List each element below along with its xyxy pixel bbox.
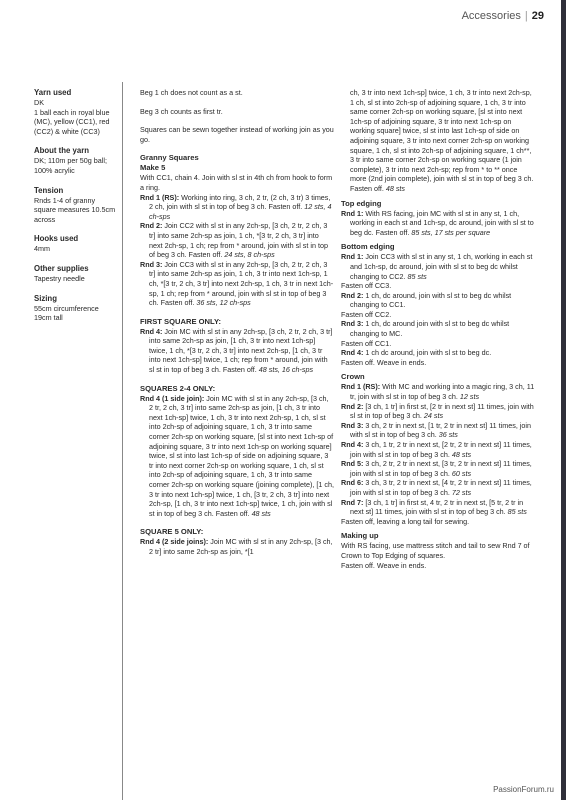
round-instruction <box>140 260 334 308</box>
round-text: 1 ch dc around, join with sl st to beg dc. <box>363 348 492 358</box>
section-text: 19cm tall <box>34 313 63 323</box>
stitch-count: 48 sts, 16 ch-sps <box>258 365 314 375</box>
round-text: [3 ch, 1 tr] in first st, [2 tr in next st] 11 times, join with sl st in top of beg 3 ch. <box>350 401 534 421</box>
stitch-count: 48 sts <box>251 508 271 518</box>
square-5-heading: SQUARE 5 ONLY: <box>140 527 204 537</box>
stitch-count: 36 sts, 12 ch-sps <box>196 298 251 308</box>
round-label: Rnd 1 (RS): <box>140 192 180 202</box>
round-label: Rnd 4 (2 side joins): <box>140 537 209 547</box>
round-text: Working into ring, 3 ch, 2 tr, (2 ch, 3 tr) 3 times, 2 ch, join with sl st in top of beg 3 ch. Fasten off. <box>149 192 331 212</box>
about-yarn-section <box>34 146 116 175</box>
instruction: With CC1, chain 4. Join with sl st in 4th ch from hook to form a ring. <box>140 173 333 192</box>
yarn-used-section <box>34 88 116 136</box>
tension-section <box>34 186 116 225</box>
round-text: 3 ch, 3 tr, 2 tr in next st, [4 tr, 2 tr in next st] 11 times, join with sl st in top of beg 3 ch. <box>350 478 532 497</box>
crown-heading: Crown <box>341 372 365 382</box>
round-instruction <box>341 382 535 401</box>
round-label: Rnd 5: <box>341 459 364 469</box>
round-text: 3 ch, 2 tr, 2 tr in next st, [3 tr, 2 tr in next st] 11 times, join with sl st in top of beg 3 ch. <box>350 459 532 478</box>
stitch-count: 85 sts <box>407 271 427 281</box>
column-divider <box>122 82 123 800</box>
round-text: With MC and working into a magic ring, 3 ch, 11 tr, join with sl st in top of beg 3 ch. <box>350 382 535 402</box>
round-text: Join CC3 with sl st in any 2ch-sp, [3 ch, 2 tr, 2 ch, 3 tr] into same 2ch-sp as join, 1 ch, 3 tr into next 1ch-sp, 1 ch, *[3 tr, 2 ch, 3 tr] into next 2ch-sp, 1 ch, 3 tr in next 1ch-sp, 1 ch; rep from * around, join with sl st in top of beg 3 ch. Fasten off. <box>149 259 334 308</box>
round-label: Rnd 1: <box>341 252 364 262</box>
round-label: Rnd 1 (RS): <box>341 382 381 392</box>
stitch-count: 36 sts <box>438 430 458 440</box>
section-heading: Yarn used <box>34 88 72 97</box>
round-continuation <box>341 88 535 194</box>
stitch-count: 60 sts <box>451 468 472 478</box>
stitch-count: 48 sts <box>451 449 472 459</box>
section-heading: Tension <box>34 185 64 195</box>
round-text: 1 ch, dc around join with sl st to beg dc whilst changing to MC. <box>350 319 510 339</box>
round-label: Rnd 2: <box>341 401 364 411</box>
page-edge-bar <box>561 0 566 800</box>
section-text: 55cm circumference <box>34 303 99 313</box>
bottom-edging-heading: Bottom edging <box>341 242 395 252</box>
round-text: 3 ch, 2 tr in next st, [1 tr, 2 tr in next st] 11 times, join with sl st in top of beg 3 ch. <box>350 420 532 440</box>
note: Beg 3 ch counts as first tr. <box>140 106 223 116</box>
round-label: Rnd 3: <box>140 259 163 269</box>
stitch-count: 85 sts <box>507 507 527 517</box>
round-instruction <box>341 478 535 497</box>
section-title: Accessories <box>461 10 521 22</box>
round-instruction <box>341 319 535 338</box>
instruction: Fasten off. Weave in ends. <box>341 357 427 367</box>
section-text: Rnds 1-4 of granny square measures 10.5cm across <box>34 195 116 224</box>
round-label: Rnd 4: <box>341 348 364 358</box>
watermark-text: PassionForum.ru <box>493 785 554 794</box>
round-label: Rnd 3: <box>341 319 364 329</box>
round-instruction <box>140 221 334 259</box>
round-text: Join CC2 with sl st in any 2ch-sp, [3 ch, 2 tr, 2 ch, 3 tr] into same 2ch-sp as join, 1 ch, *[3 tr, 2 ch, 3 tr] into next 2ch-sp, 1 ch; rep from * around, join with sl st in top of beg 3 ch. Fasten off. <box>149 221 328 260</box>
section-text: DK <box>34 98 44 107</box>
first-square-heading: FIRST SQUARE ONLY: <box>140 316 222 326</box>
stitch-count: 24 sts, 8 ch-sps <box>224 250 275 260</box>
round-instruction <box>341 291 535 310</box>
hooks-section <box>34 234 116 254</box>
instruction: Fasten off. Weave in ends. <box>341 560 427 570</box>
round-text: With RS facing, join MC with sl st in any st, 1 ch, working in each st and 1ch-sp, dc around, join with sl st to beg dc. Fasten off. <box>350 208 534 237</box>
round-label: Rnd 3: <box>341 420 364 430</box>
stitch-count: 85 sts, 17 sts per square <box>411 227 491 237</box>
section-heading: Sizing <box>34 293 57 303</box>
stitch-count: 48 sts <box>385 183 406 193</box>
pattern-column-1 <box>140 88 334 557</box>
section-heading: About the yarn <box>34 146 90 156</box>
round-label: Rnd 2: <box>341 290 364 300</box>
round-instruction <box>341 209 535 238</box>
header-separator: | <box>524 10 528 22</box>
round-text: Join MC with sl st in any 2ch-sp, [3 ch, 2 tr] into same 2ch-sp as join, *[1 <box>149 537 333 556</box>
stitch-count: 12 sts <box>459 392 480 402</box>
make-heading: Make 5 <box>140 163 166 173</box>
round-instruction <box>341 459 535 478</box>
round-label: Rnd 4: <box>140 326 163 336</box>
instruction: Fasten off CC3. <box>341 281 392 291</box>
section-heading: Hooks used <box>34 234 79 244</box>
round-label: Rnd 4 (1 side join): <box>140 393 205 403</box>
squares-2-4-heading: SQUARES 2-4 ONLY: <box>140 383 216 393</box>
section-heading: Other supplies <box>34 263 89 273</box>
round-text: Join MC with sl st in any 2ch-sp, [3 ch, 2 tr, 2 ch, 3 tr] into same 2ch-sp as join, [1 ch, 3 tr into next 1ch-sp] twice, 1 ch, 3 tr into next 2ch-sp, 1 ch, sl st into 2ch-sp of adjoining square, 1 ch, 3 tr into same corner 2ch-sp on working square, [sl st into next 1ch-sp of adjoining square, 3 tr into next 1ch-sp on working square] twice, sl st into last 1ch-sp of side on adjoining square, 3 tr into next corner 2ch-sp on working square, 1 ch, sl st into 2ch-sp of adjoining square, 1 ch, 3 tr into same corner 2ch-sp on working square (joining complete), [1 ch, 3 tr into next 1ch-sp] twice, 1 ch, [3 tr, 2 ch, 3 tr] into next 2ch-sp, [1 ch, 3 tr into next 1ch-sp] twice, 1 ch, join with sl st in top of beg 3 ch. Fasten off. <box>149 393 334 518</box>
round-text: 1 ch, dc around, join with sl st to beg dc whilst changing to CC1. <box>350 290 512 310</box>
round-label: Rnd 2: <box>140 221 163 231</box>
round-instruction <box>140 394 334 519</box>
round-instruction <box>341 440 535 459</box>
section-text: 4mm <box>34 244 50 254</box>
round-instruction <box>341 348 535 358</box>
round-text: Join CC3 with sl st in any st, 1 ch, working in each st and 1ch-sp, dc around, join with sl st to beg dc whilst changing to CC2. <box>350 252 533 281</box>
round-text: 3 ch, 1 tr, 2 tr in next st, [2 tr, 2 tr in next st] 11 times, join with sl st in top of beg 3 ch. <box>350 440 532 459</box>
round-instruction <box>341 252 535 281</box>
round-instruction <box>341 498 535 517</box>
round-instruction <box>341 421 535 440</box>
stitch-count: 72 sts <box>451 487 472 497</box>
instruction: Fasten off, leaving a long tail for sewing. <box>341 516 470 526</box>
note: Squares can be sewn together instead of working join as you go. <box>140 125 334 144</box>
note: Beg 1 ch does not count as a st. <box>140 88 243 97</box>
round-instruction <box>140 537 334 556</box>
round-label: Rnd 4: <box>341 440 364 449</box>
stitch-count: 12 sts, 4 ch-sps <box>149 202 332 221</box>
sizing-section <box>34 294 116 323</box>
making-up-heading: Making up <box>341 531 379 541</box>
section-text: DK; 110m per 50g ball; 100% acrylic <box>34 156 107 175</box>
instruction: Fasten off CC2. <box>341 309 392 319</box>
round-label: Rnd 6: <box>341 478 364 488</box>
page-number: 29 <box>531 10 544 22</box>
section-text: 1 ball each in royal blue (MC), yellow (CC1), red (CC2) & white (CC3) <box>34 107 110 136</box>
round-instruction <box>140 327 334 375</box>
supplies-section <box>34 264 116 284</box>
materials-sidebar <box>34 88 116 333</box>
stitch-count: 24 sts <box>423 411 444 421</box>
page-header <box>462 10 544 22</box>
instruction: Fasten off CC1. <box>341 338 392 348</box>
granny-squares-heading: Granny Squares <box>140 153 199 163</box>
round-instruction <box>341 402 535 421</box>
section-text: Tapestry needle <box>34 273 85 283</box>
round-text: [3 ch, 1 tr] in first st, 4 tr, 2 tr in next st, [5 tr, 2 tr in next st] 11 times, join with sl st in top of beg 3 ch. <box>350 497 524 517</box>
top-edging-heading: Top edging <box>341 198 382 208</box>
round-instruction <box>140 193 334 222</box>
pattern-column-2 <box>341 88 535 570</box>
instruction: With RS facing, use mattress stitch and tail to sew Rnd 7 of Crown to Top Edging of squares. <box>341 541 530 560</box>
round-label: Rnd 7: <box>341 497 364 507</box>
round-label: Rnd 1: <box>341 208 364 218</box>
round-text: Join MC with sl st in any 2ch-sp, [3 ch, 2 tr, 2 ch, 3 tr] into same 2ch-sp as join, [1 ch, 3 tr into next 1ch-sp] twice, 1 ch, *[3 tr, 2 ch, 3 tr] into next 2ch-sp, [1 ch, 3 tr into next 1ch-sp] twice, 1 ch; rep from * around, join with sl st in top of beg 3 ch. Fasten off. <box>149 326 333 375</box>
round-text: ch, 3 tr into next 1ch-sp] twice, 1 ch, 3 tr into next 2ch-sp, 1 ch, sl st into 2ch-sp of adjoining square, 1 ch, 3 tr into same corner 2ch-sp on working square, [sl st into next 1ch-sp of adjoining square, 3 tr into next 1ch-sp on working square] twice, sl st into last 1ch-sp of side on adjoining square, 3 tr into next corner 2ch-sp on working square, 1 ch, sl st into 2ch-sp of adjoining square, 1 ch**, 3 tr into same corner 2ch-sp on working square (1 join complete), 3 tr into next 2ch-sp; rep from * to ** once more (2nd join complete), join with sl st in top of beg 3 ch. Fasten off. <box>350 88 534 193</box>
